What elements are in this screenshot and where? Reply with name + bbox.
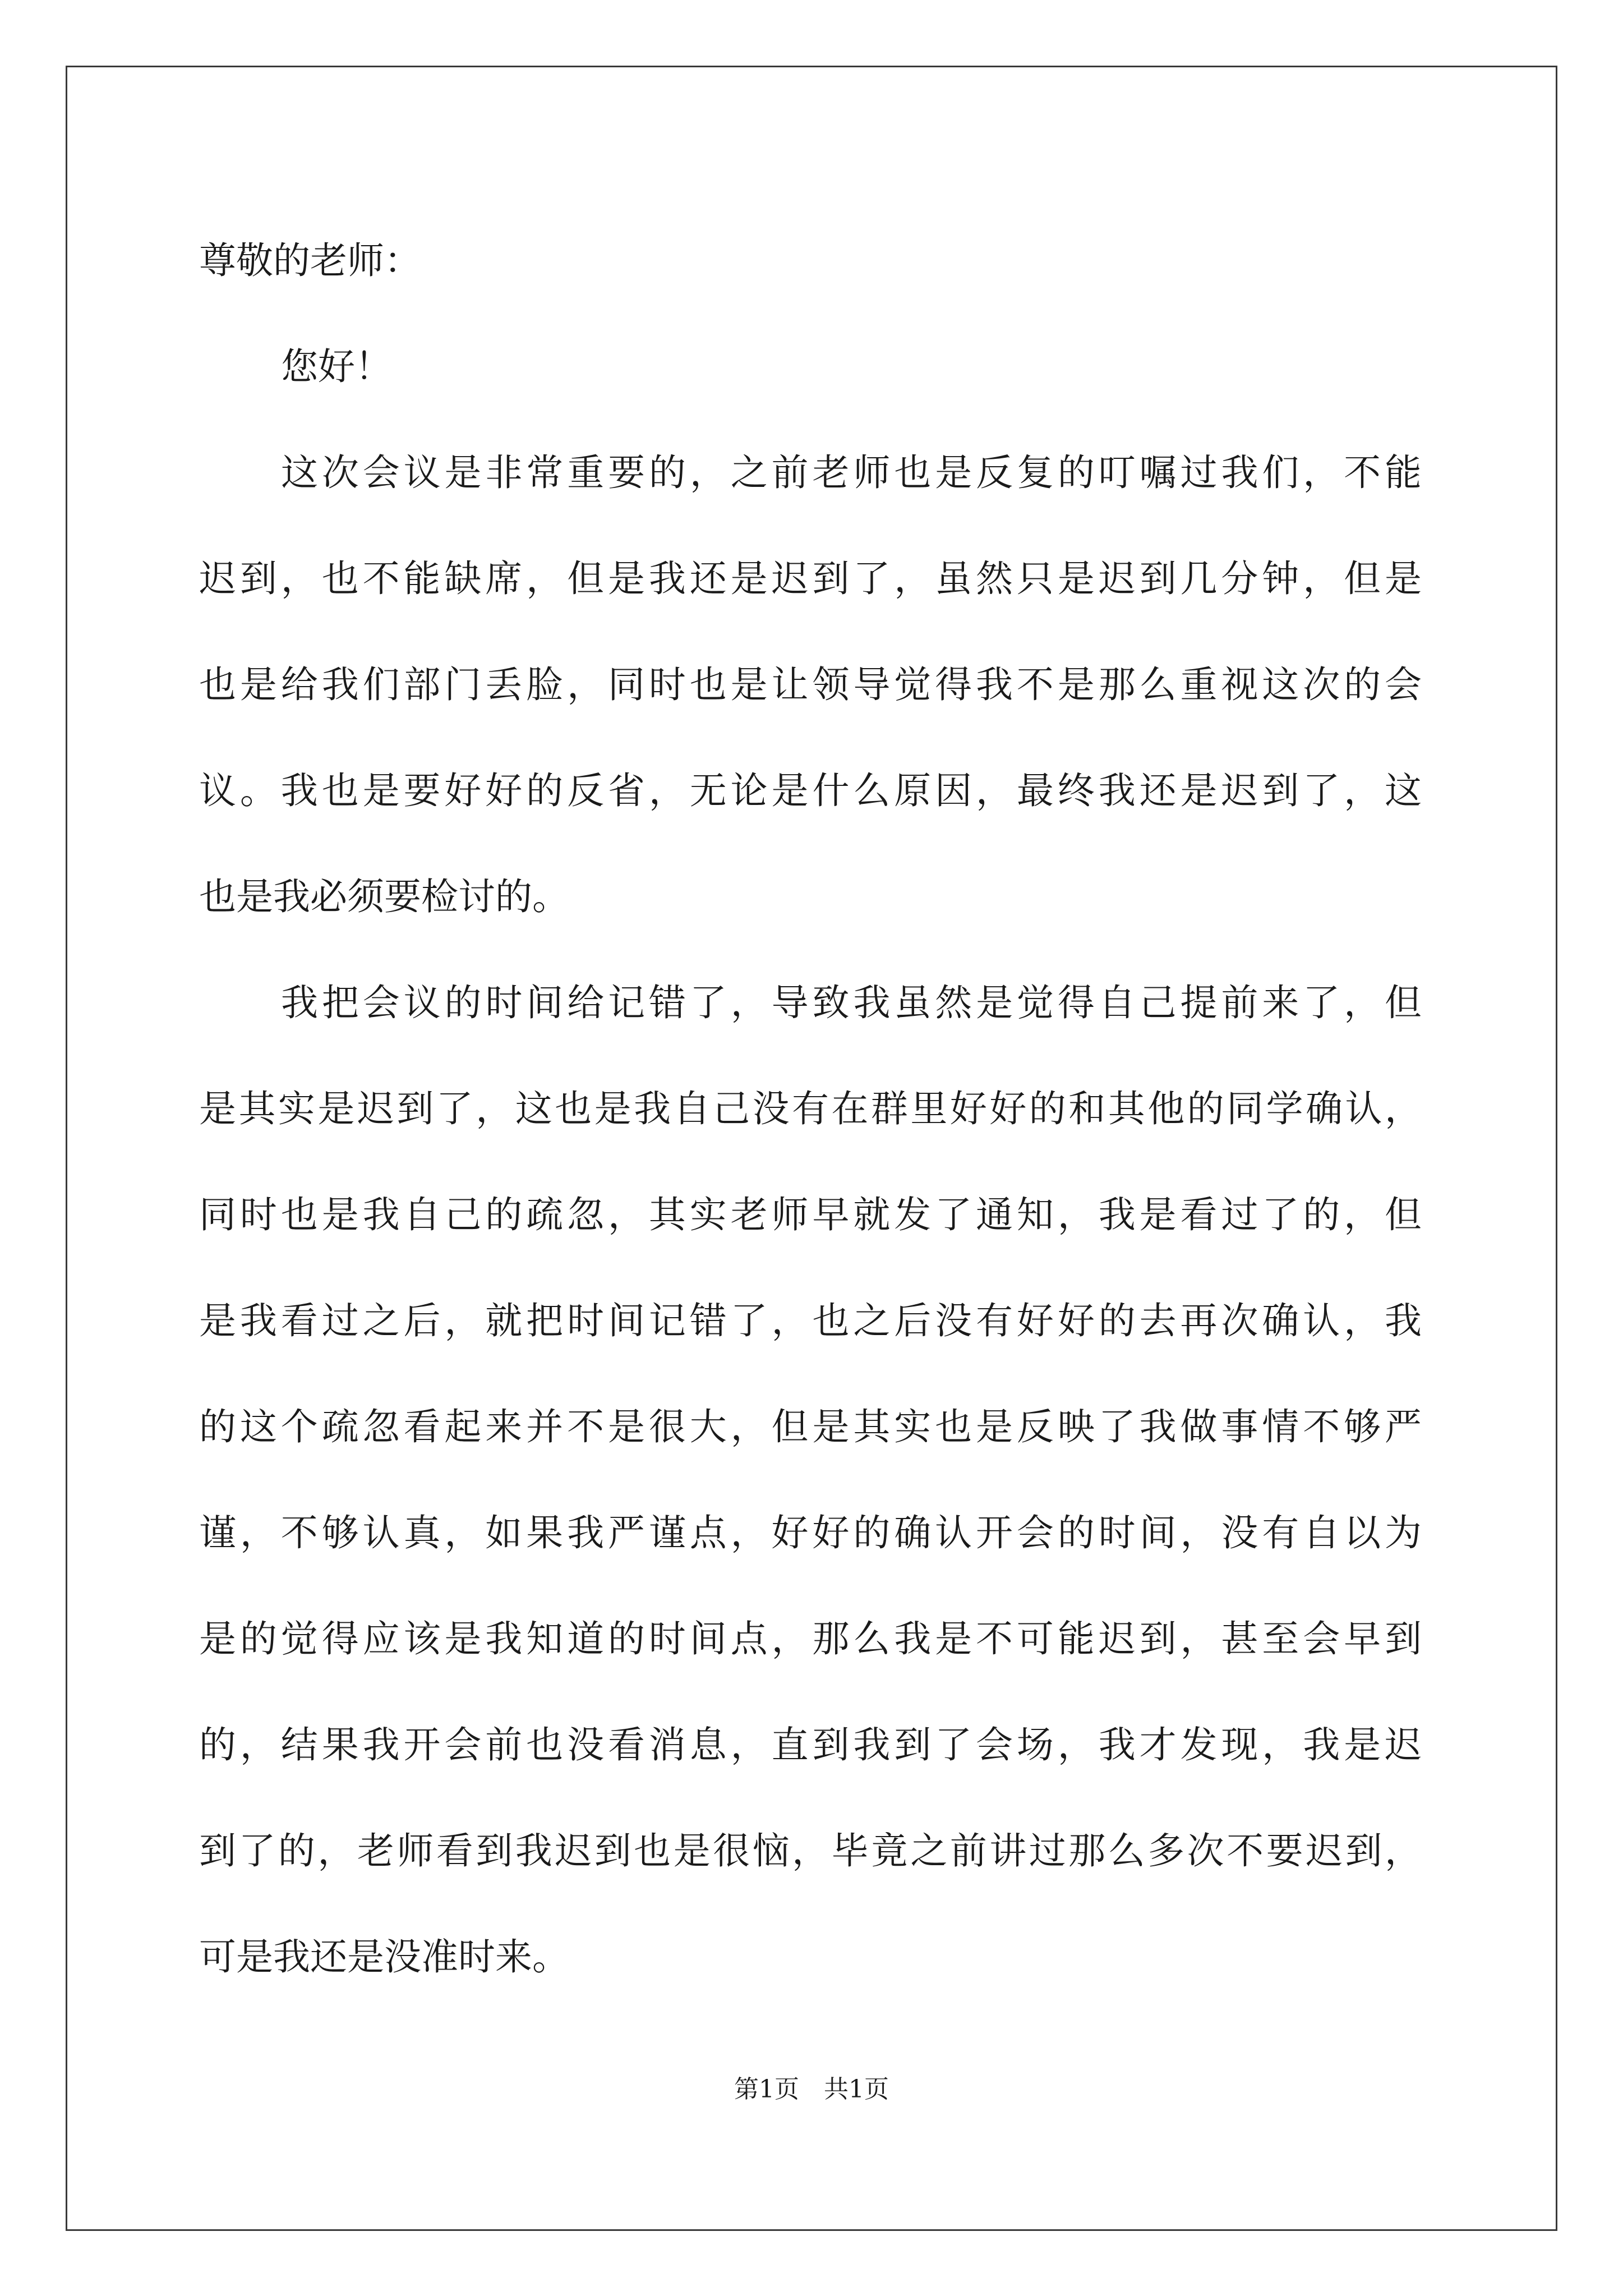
paragraph-line: 的这个疏忽看起来并不是很大，但是其实也是反映了我做事情不够严 xyxy=(199,1405,1422,1448)
letter-body xyxy=(199,208,1422,2010)
paragraph-line: 的，结果我开会前也没看消息，直到我到了会场，我才发现，我是迟 xyxy=(199,1723,1422,1766)
paragraph-1 xyxy=(199,420,1422,950)
page-footer: 第1页 共1页 xyxy=(734,2075,889,2104)
paragraph-line: 是其实是迟到了，这也是我自己没有在群里好好的和其他的同学确认， xyxy=(199,1087,1422,1130)
paragraph-2 xyxy=(199,950,1422,2010)
paragraph-line: 谨，不够认真，如果我严谨点，好好的确认开会的时间，没有自以为 xyxy=(199,1511,1422,1554)
paragraph-line: 是我看过之后，就把时间记错了，也之后没有好好的去再次确认，我 xyxy=(199,1299,1422,1342)
paragraph-line: 议。我也是要好好的反省，无论是什么原因，最终我还是迟到了，这 xyxy=(199,769,1422,812)
paragraph-line: 到了的，老师看到我迟到也是很恼，毕竟之前讲过那么多次不要迟到， xyxy=(199,1829,1422,1872)
paragraph-line: 是的觉得应该是我知道的时间点，那么我是不可能迟到，甚至会早到 xyxy=(199,1617,1422,1660)
paragraph-line: 我把会议的时间给记错了，导致我虽然是觉得自己提前来了，但 xyxy=(281,981,1422,1024)
paragraph-line: 也是我必须要检讨的。 xyxy=(199,875,569,918)
salutation: 尊敬的老师： xyxy=(199,239,421,282)
paragraph-line: 也是给我们部门丢脸，同时也是让领导觉得我不是那么重视这次的会 xyxy=(199,663,1422,706)
paragraph-line: 迟到，也不能缺席，但是我还是迟到了，虽然只是迟到几分钟，但是 xyxy=(199,557,1422,600)
greeting: 您好！ xyxy=(281,345,392,388)
paragraph-line: 同时也是我自己的疏忽，其实老师早就发了通知，我是看过了的，但 xyxy=(199,1193,1422,1236)
paragraph-line: 这次会议是非常重要的，之前老师也是反复的叮嘱过我们，不能 xyxy=(281,451,1422,494)
paragraph-line: 可是我还是没准时来。 xyxy=(199,1935,569,1978)
